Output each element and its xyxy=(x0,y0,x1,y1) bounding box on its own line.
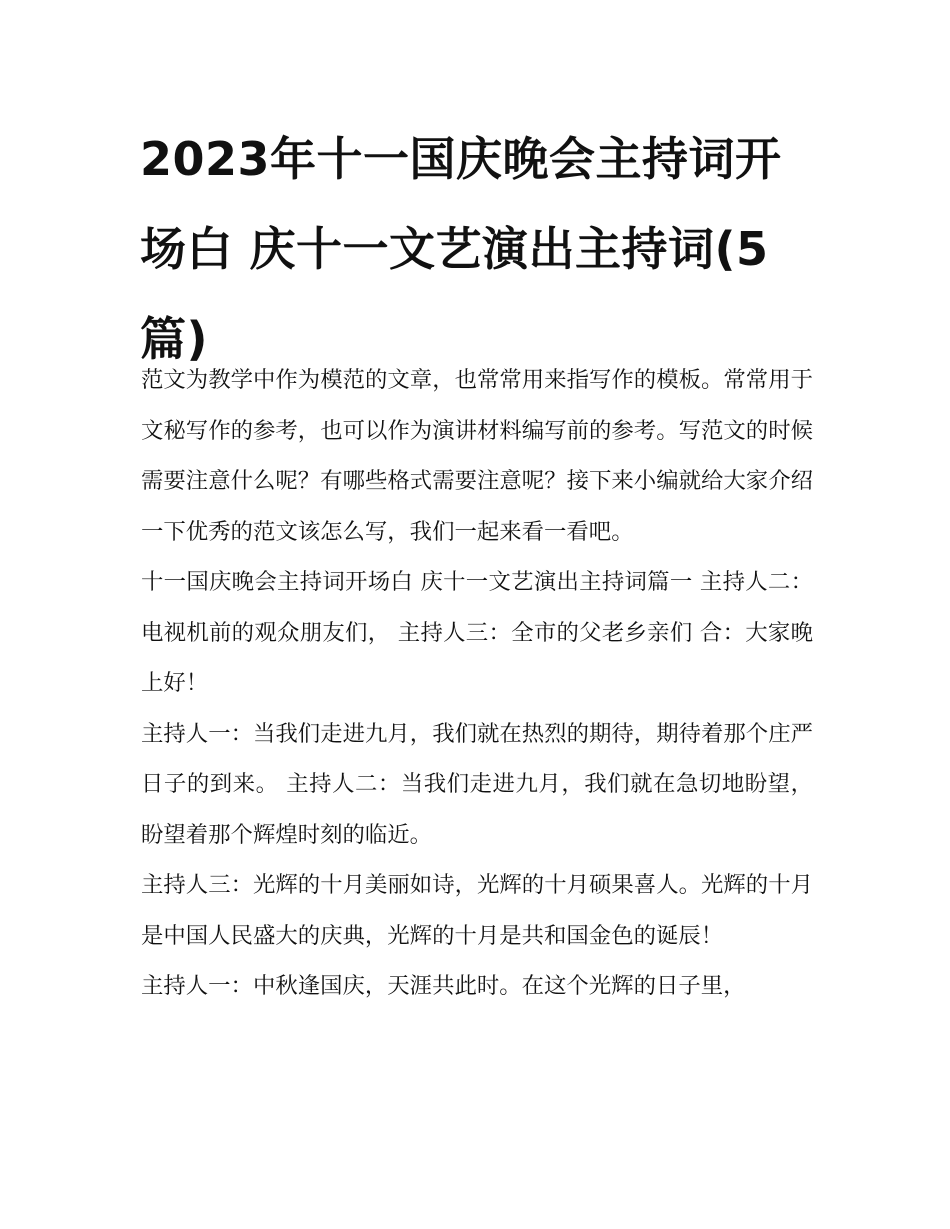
document-title: 2023年十一国庆晚会主持词开场白 庆十一文艺演出主持词(5篇) xyxy=(140,132,782,366)
document-body xyxy=(141,355,813,1012)
paragraph-intro: 范文为教学中作为模范的文章，也常常用来指写作的模板。常常用于文秘写作的参考，也可以作为演讲材料编写前的参考。写范文的时候需要注意什么呢？有哪些格式需要注意呢？接下来小编就给大家介绍一下优秀的范文该怎么写，我们一起来看一看吧。 xyxy=(141,367,813,545)
paragraph-host-one-two: 主持人一：当我们走进九月，我们就在热烈的期待，期待着那个庄严日子的到来。 主持人二：当我们走进九月，我们就在急切地盼望，盼望着那个辉煌时刻的临近。 xyxy=(141,720,813,848)
paragraph-host-one-cont: 主持人一：中秋逢国庆，天涯共此时。在这个光辉的日子里， xyxy=(141,973,746,999)
paragraph-opening: 十一国庆晚会主持词开场白 庆十一文艺演出主持词篇一 主持人二：电视机前的观众朋友们， 主持人三：全市的父老乡亲们 合：大家晚上好！ xyxy=(141,569,813,696)
paragraph-host-three: 主持人三：光辉的十月美丽如诗，光辉的十月硕果喜人。光辉的十月是中国人民盛大的庆典，光辉的十月是共和国金色的诞辰！ xyxy=(141,872,813,949)
